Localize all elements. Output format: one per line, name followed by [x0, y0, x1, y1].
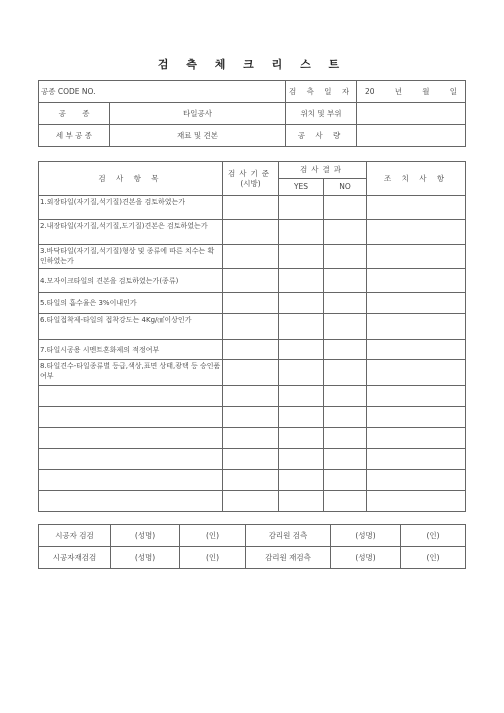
table-row: [39, 386, 466, 407]
page-title: 검 측 체 크 리 스 트: [157, 58, 347, 71]
check-item: 2.내장타일(자기질,석기질,도기질)견본은 검토하였는가: [39, 220, 223, 245]
standard-cell[interactable]: [223, 386, 279, 407]
col-item-header: 검 사 항 목: [39, 162, 223, 196]
col-result-header: 검사결과: [279, 162, 367, 179]
yes-cell[interactable]: [279, 449, 324, 470]
check-item: 1.외장타일(자기질,석기질)견본을 검토하였는가: [39, 196, 223, 220]
blank-item-cell[interactable]: [39, 386, 223, 407]
signature-row: [39, 525, 466, 547]
col-action-header: 조 치 사 항: [367, 162, 466, 196]
blank-item-cell[interactable]: [39, 470, 223, 491]
no-cell[interactable]: [324, 314, 367, 340]
table-row: [39, 314, 466, 340]
standard-cell[interactable]: [223, 491, 279, 512]
yes-cell[interactable]: [279, 269, 324, 293]
contractor-seal-field[interactable]: (인): [180, 547, 246, 569]
action-cell[interactable]: [367, 360, 466, 386]
header-row: [39, 81, 466, 103]
standard-cell[interactable]: [223, 220, 279, 245]
standard-cell[interactable]: [223, 407, 279, 428]
blank-item-cell[interactable]: [39, 449, 223, 470]
table-row: [39, 196, 466, 220]
yes-cell[interactable]: [279, 293, 324, 314]
supervisor-seal-field[interactable]: (인): [401, 547, 466, 569]
yes-cell[interactable]: [279, 428, 324, 449]
action-cell[interactable]: [367, 269, 466, 293]
contractor-name-field[interactable]: (성명): [111, 525, 180, 547]
check-item: 6.타일접착제-타일의 접착강도는 4Kg/㎠이상인가: [39, 314, 223, 340]
sub-work-label: 세 부 공 종: [39, 125, 110, 147]
supervisor-recheck-label: 감리원 재검측: [246, 547, 331, 569]
standard-cell[interactable]: [223, 314, 279, 340]
quantity-label: 공 사 량: [286, 125, 357, 147]
sub-work-value: 재료 및 견본: [110, 125, 286, 147]
standard-cell[interactable]: [223, 340, 279, 360]
col-yes-header: YES: [279, 179, 324, 196]
date-year-unit: 년: [394, 86, 403, 96]
contractor-name-field[interactable]: (성명): [111, 547, 180, 569]
no-cell[interactable]: [324, 449, 367, 470]
table-row: [39, 293, 466, 314]
blank-item-cell[interactable]: [39, 491, 223, 512]
table-row: [39, 491, 466, 512]
action-cell[interactable]: [367, 245, 466, 269]
check-item: 8.타일견수-타일종류별 등급,색상,표면 상태,광택 등 승인품 여부: [39, 360, 223, 386]
header-row: [39, 125, 466, 147]
blank-item-cell[interactable]: [39, 428, 223, 449]
no-cell[interactable]: [324, 245, 367, 269]
action-cell[interactable]: [367, 220, 466, 245]
table-row: [39, 245, 466, 269]
yes-cell[interactable]: [279, 360, 324, 386]
table-row: [39, 428, 466, 449]
standard-cell[interactable]: [223, 428, 279, 449]
date-field[interactable]: [357, 81, 466, 103]
contractor-seal-field[interactable]: (인): [180, 525, 246, 547]
standard-cell[interactable]: [223, 449, 279, 470]
no-cell[interactable]: [324, 360, 367, 386]
yes-cell[interactable]: [279, 220, 324, 245]
no-cell[interactable]: [324, 470, 367, 491]
table-row: [39, 220, 466, 245]
yes-cell[interactable]: [279, 470, 324, 491]
action-cell[interactable]: [367, 340, 466, 360]
check-item: 5.타일의 흡수율은 3%이내인가: [39, 293, 223, 314]
standard-cell[interactable]: [223, 360, 279, 386]
yes-cell[interactable]: [279, 314, 324, 340]
work-type-label: 공 종: [39, 103, 110, 125]
table-row: [39, 340, 466, 360]
action-cell[interactable]: [367, 491, 466, 512]
no-cell[interactable]: [324, 407, 367, 428]
location-label: 위치 및 부위: [286, 103, 357, 125]
yes-cell[interactable]: [279, 340, 324, 360]
code-label: 공종 CODE NO.: [39, 81, 286, 103]
supervisor-name-field[interactable]: (성명): [331, 525, 401, 547]
standard-cell[interactable]: [223, 470, 279, 491]
action-cell[interactable]: [367, 470, 466, 491]
check-item: 7.타일시공용 시멘트혼화제의 적정여부: [39, 340, 223, 360]
no-cell[interactable]: [324, 386, 367, 407]
supervisor-check-label: 감리원 검측: [246, 525, 331, 547]
table-row: [39, 269, 466, 293]
action-cell[interactable]: [367, 293, 466, 314]
table-row: [39, 449, 466, 470]
yes-cell[interactable]: [279, 245, 324, 269]
standard-cell[interactable]: [223, 293, 279, 314]
standard-cell[interactable]: [223, 196, 279, 220]
date-month-unit: 월: [422, 86, 430, 96]
col-standard-label: 검사기준: [228, 168, 273, 178]
date-year: 20: [365, 86, 375, 96]
col-standard-sublabel: (시방): [240, 178, 261, 188]
action-cell[interactable]: [367, 314, 466, 340]
date-label: 검 측 일 자: [286, 81, 357, 103]
header-table: [38, 80, 466, 147]
table-row: [39, 360, 466, 386]
no-cell[interactable]: [324, 428, 367, 449]
action-cell[interactable]: [367, 449, 466, 470]
yes-cell[interactable]: [279, 407, 324, 428]
quantity-field[interactable]: [357, 125, 466, 147]
yes-cell[interactable]: [279, 196, 324, 220]
action-cell[interactable]: [367, 196, 466, 220]
col-standard-header: [223, 162, 279, 196]
header-row: [39, 103, 466, 125]
blank-item-cell[interactable]: [39, 407, 223, 428]
checklist-table: [38, 161, 466, 512]
work-type-value: 타일공사: [110, 103, 286, 125]
no-cell[interactable]: [324, 340, 367, 360]
location-field[interactable]: [357, 103, 466, 125]
table-row: [39, 470, 466, 491]
signature-row: [39, 547, 466, 569]
yes-cell[interactable]: [279, 491, 324, 512]
action-cell[interactable]: [367, 386, 466, 407]
no-cell[interactable]: [324, 269, 367, 293]
standard-cell[interactable]: [223, 245, 279, 269]
no-cell[interactable]: [324, 491, 367, 512]
supervisor-name-field[interactable]: (성명): [331, 547, 401, 569]
action-cell[interactable]: [367, 428, 466, 449]
supervisor-seal-field[interactable]: (인): [401, 525, 466, 547]
yes-cell[interactable]: [279, 386, 324, 407]
contractor-recheck-label: 시공자재검검: [39, 547, 111, 569]
checklist-header-row: [39, 162, 466, 179]
contractor-check-label: 시공자 검검: [39, 525, 111, 547]
signature-table: [38, 524, 466, 569]
action-cell[interactable]: [367, 407, 466, 428]
no-cell[interactable]: [324, 293, 367, 314]
col-no-header: NO: [324, 179, 367, 196]
no-cell[interactable]: [324, 196, 367, 220]
check-item: 3.바닥타일(자기질,석기질)형상 및 종류에 따른 치수는 확인하였는가: [39, 245, 223, 269]
check-item: 4.모자이크타일의 견본을 검토하였는가(종류): [39, 269, 223, 293]
table-row: [39, 407, 466, 428]
date-day-unit: 일: [449, 86, 458, 96]
standard-cell[interactable]: [223, 269, 279, 293]
no-cell[interactable]: [324, 220, 367, 245]
